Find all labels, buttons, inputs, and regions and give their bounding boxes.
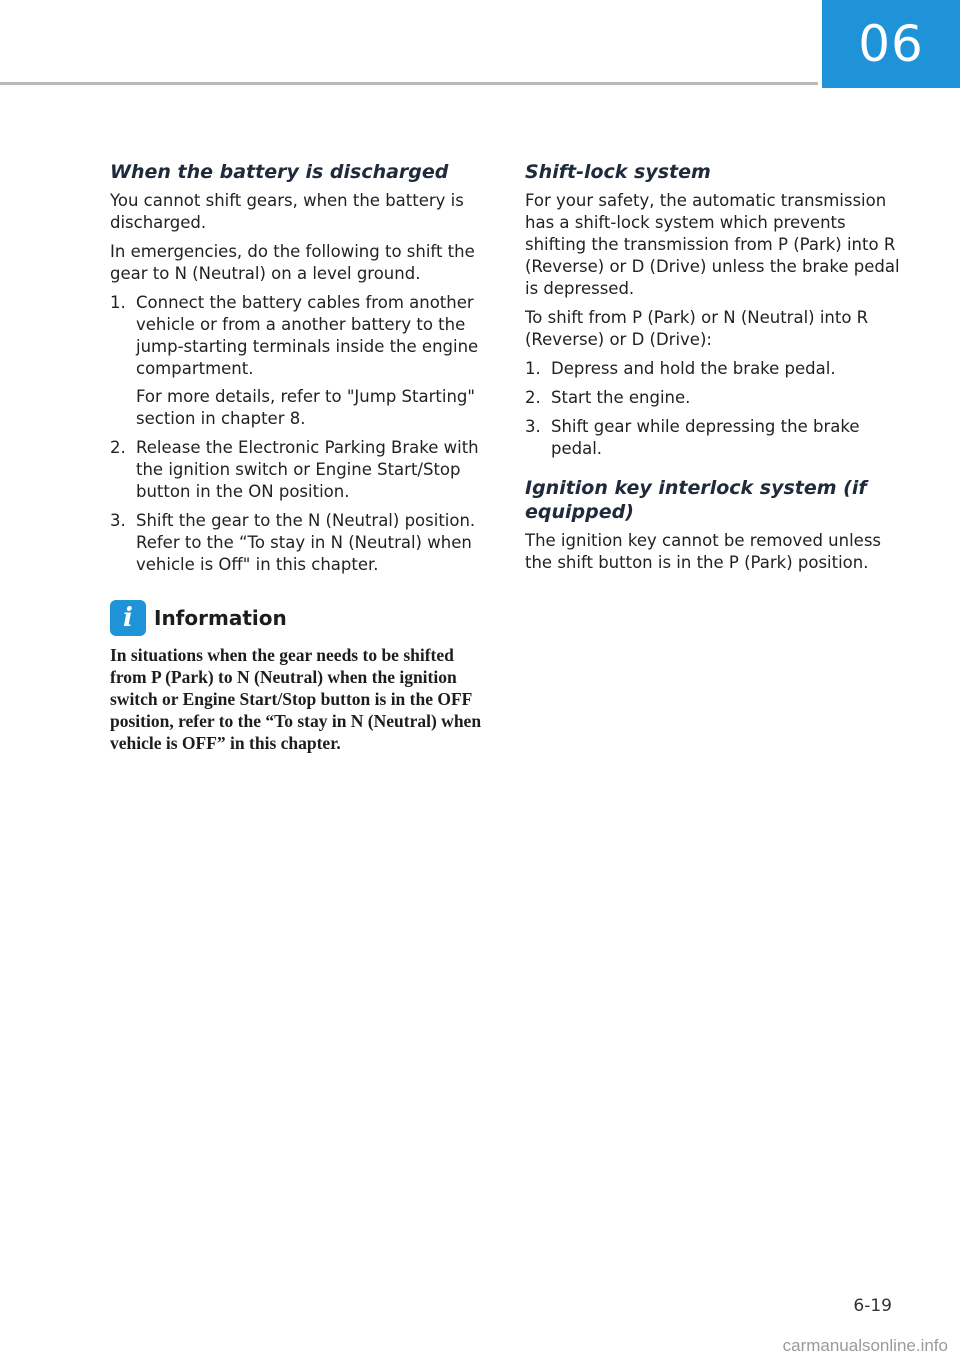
header-rule [0,82,818,85]
paragraph: You cannot shift gears, when the battery is discharged. [110,191,464,232]
step-number: 3. [110,511,126,530]
list-item [525,416,910,460]
information-body: In situations when the gear needs to be shifted from P (Park) to N (Neutral) when the ignition switch or Engine Start/Stop button is in the OFF position, refer to the “To stay in N (Neutral) when vehicle is OFF” in this chapter. [110,645,482,753]
step-text: Connect the battery cables from another vehicle or from a another battery to the jump-starting terminals inside the engine compartment. [136,293,479,378]
list-item [110,437,490,503]
step-number: 2. [110,438,126,457]
step-note: For more details, refer to "Jump Starting" section in chapter 8. [136,387,475,428]
right-column [525,160,910,581]
information-title: Information [154,606,287,630]
paragraph: The ignition key cannot be removed unless the shift button is in the P (Park) position. [525,531,882,572]
steps-list [525,358,910,460]
list-item [525,387,910,409]
step-text: Release the Electronic Parking Brake with the ignition switch or Engine Start/Stop button in the ON position. [136,438,479,501]
list-item [110,510,490,576]
section-title-battery: When the battery is discharged [110,161,449,183]
paragraph: To shift from P (Park) or N (Neutral) into R (Reverse) or D (Drive): [525,308,869,349]
information-icon: i [110,600,146,636]
step-number: 3. [525,417,541,436]
step-text: Depress and hold the brake pedal. [551,359,836,378]
steps-list [110,292,490,576]
left-column [110,160,490,754]
paragraph: In emergencies, do the following to shift the gear to N (Neutral) on a level ground. [110,242,475,283]
step-text: Shift gear while depressing the brake pedal. [551,417,860,458]
page-number: 6-19 [853,1296,892,1316]
list-item [110,292,490,430]
paragraph: For your safety, the automatic transmission has a shift-lock system which prevents shifting the transmission from P (Park) into R (Reverse) or D (Drive) unless the brake pedal is depressed. [525,191,900,298]
section-title-ignition-interlock: Ignition key interlock system (if equipped) [525,477,867,523]
chapter-number: 06 [858,15,924,73]
step-number: 1. [110,293,126,312]
information-header [110,600,490,636]
chapter-tab [822,0,960,88]
step-number: 1. [525,359,541,378]
watermark: carmanualsonline.info [782,1336,948,1355]
step-number: 2. [525,388,541,407]
list-item [525,358,910,380]
step-text: Start the engine. [551,388,691,407]
step-text: Shift the gear to the N (Neutral) position. Refer to the “To stay in N (Neutral) when vehicle is Off" in this chapter. [136,511,476,574]
section-title-shift-lock: Shift-lock system [525,161,711,183]
